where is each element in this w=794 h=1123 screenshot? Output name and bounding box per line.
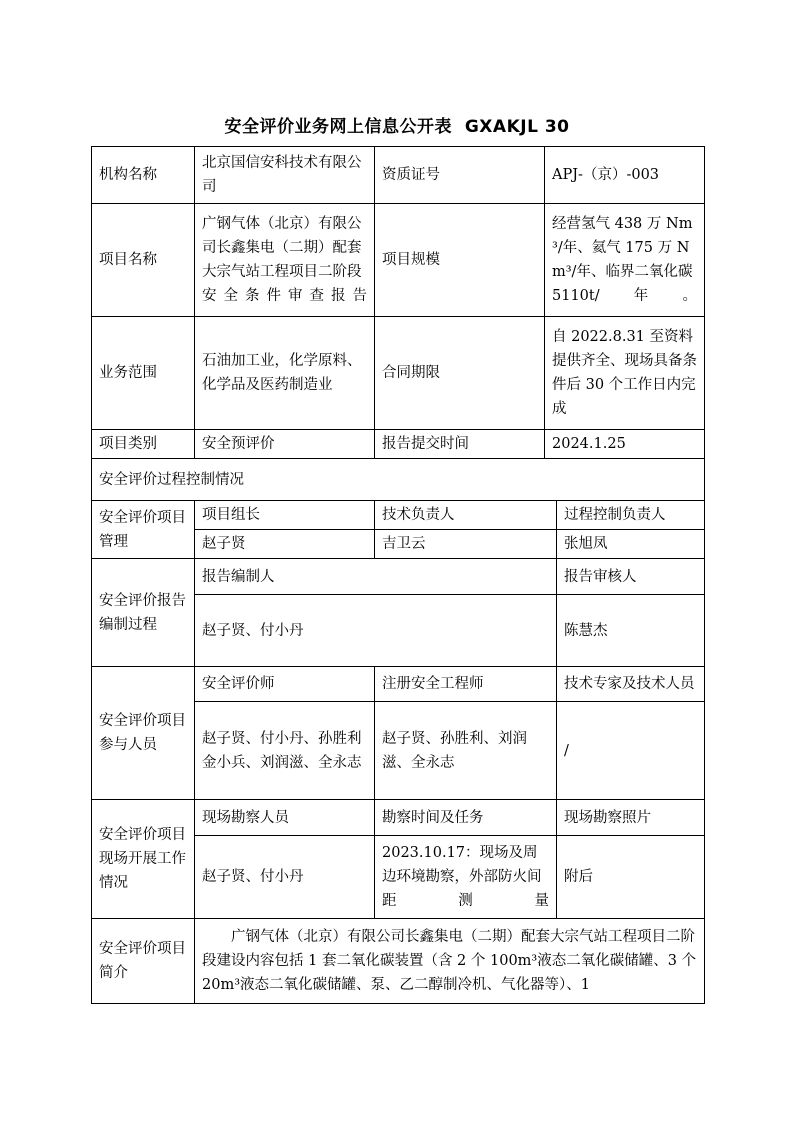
submit-value: 2024.1.25: [545, 430, 705, 459]
table-row: [92, 919, 705, 1004]
expert-value: /: [557, 702, 705, 800]
management-label: 安全评价项目管理: [92, 501, 195, 559]
intro-text: 广钢气体（北京）有限公司长鑫集电（二期）配套大宗气站工程项目二阶段建设内容包括 1 套二氧化碳装置（含 2 个 100m³液态二氧化碳储罐、3 个 20m³液态二氧化碳储罐、泵、乙二醇制冷机、气化器等）、1: [195, 919, 705, 1004]
info-table: [91, 146, 705, 1004]
engineer-value: 赵子贤、孙胜利、刘润滋、全永志: [375, 702, 557, 800]
fieldwork-staff-value: 赵子贤、付小丹: [195, 836, 375, 919]
business-label: 业务范围: [92, 317, 195, 430]
evaluator-value: 赵子贤、付小丹、孙胜利金小兵、刘润滋、全永志: [195, 702, 375, 800]
table-row: [92, 459, 705, 501]
fieldwork-staff-label: 现场勘察人员: [195, 800, 375, 836]
fieldwork-photo-value: 附后: [557, 836, 705, 919]
table-row: [92, 501, 705, 530]
expert-label: 技术专家及技术人员: [557, 667, 705, 702]
project-label: 项目名称: [92, 204, 195, 317]
process-lead-label: 过程控制负责人: [557, 501, 705, 530]
author-label: 报告编制人: [195, 559, 557, 595]
fieldwork-task-value: 2023.10.17：现场及周边环境勘察，外部防火间距测量: [375, 836, 557, 919]
table-row: [92, 800, 705, 836]
qualification-value: APJ-（京）-003: [545, 147, 705, 204]
section-header: 安全评价过程控制情况: [92, 459, 705, 501]
process-lead-value: 张旭凤: [557, 530, 705, 559]
period-value: 自 2022.8.31 至资料提供齐全、现场具备条件后 30 个工作日内完成: [545, 317, 705, 430]
table-row: [92, 430, 705, 459]
table-row: [92, 204, 705, 317]
evaluator-label: 安全评价师: [195, 667, 375, 702]
business-value: 石油加工业，化学原料、化学品及医药制造业: [195, 317, 375, 430]
reviewer-label: 报告审核人: [557, 559, 705, 595]
period-label: 合同期限: [375, 317, 545, 430]
tech-lead-value: 吉卫云: [375, 530, 557, 559]
category-value: 安全预评价: [195, 430, 375, 459]
participants-label: 安全评价项目参与人员: [92, 667, 195, 800]
tech-lead-label: 技术负责人: [375, 501, 557, 530]
table-row: [92, 667, 705, 702]
leader-label: 项目组长: [195, 501, 375, 530]
author-value: 赵子贤、付小丹: [195, 595, 557, 667]
project-value: 广钢气体（北京）有限公司长鑫集电（二期）配套大宗气站工程项目二阶段安全条件审查报告: [195, 204, 375, 317]
page-title: 安全评价业务网上信息公开表 GXAKJL 30: [224, 117, 570, 137]
scale-value: 经营氢气 438 万 Nm³/年、氦气 175 万 Nm³/年、临界二氧化碳 5110t/年。: [545, 204, 705, 317]
category-label: 项目类别: [92, 430, 195, 459]
fieldwork-photo-label: 现场勘察照片: [557, 800, 705, 836]
table-row: [92, 559, 705, 595]
table-row: [92, 147, 705, 204]
intro-label: 安全评价项目简介: [92, 919, 195, 1004]
fieldwork-task-label: 勘察时间及任务: [375, 800, 557, 836]
engineer-label: 注册安全工程师: [375, 667, 557, 702]
reviewer-value: 陈慧杰: [557, 595, 705, 667]
scale-label: 项目规模: [375, 204, 545, 317]
submit-label: 报告提交时间: [375, 430, 545, 459]
compile-label: 安全评价报告编制过程: [92, 559, 195, 667]
org-value: 北京国信安科技术有限公司: [195, 147, 375, 204]
org-label: 机构名称: [92, 147, 195, 204]
table-row: [92, 317, 705, 430]
fieldwork-label: 安全评价项目现场开展工作情况: [92, 800, 195, 919]
qualification-label: 资质证号: [375, 147, 545, 204]
leader-value: 赵子贤: [195, 530, 375, 559]
